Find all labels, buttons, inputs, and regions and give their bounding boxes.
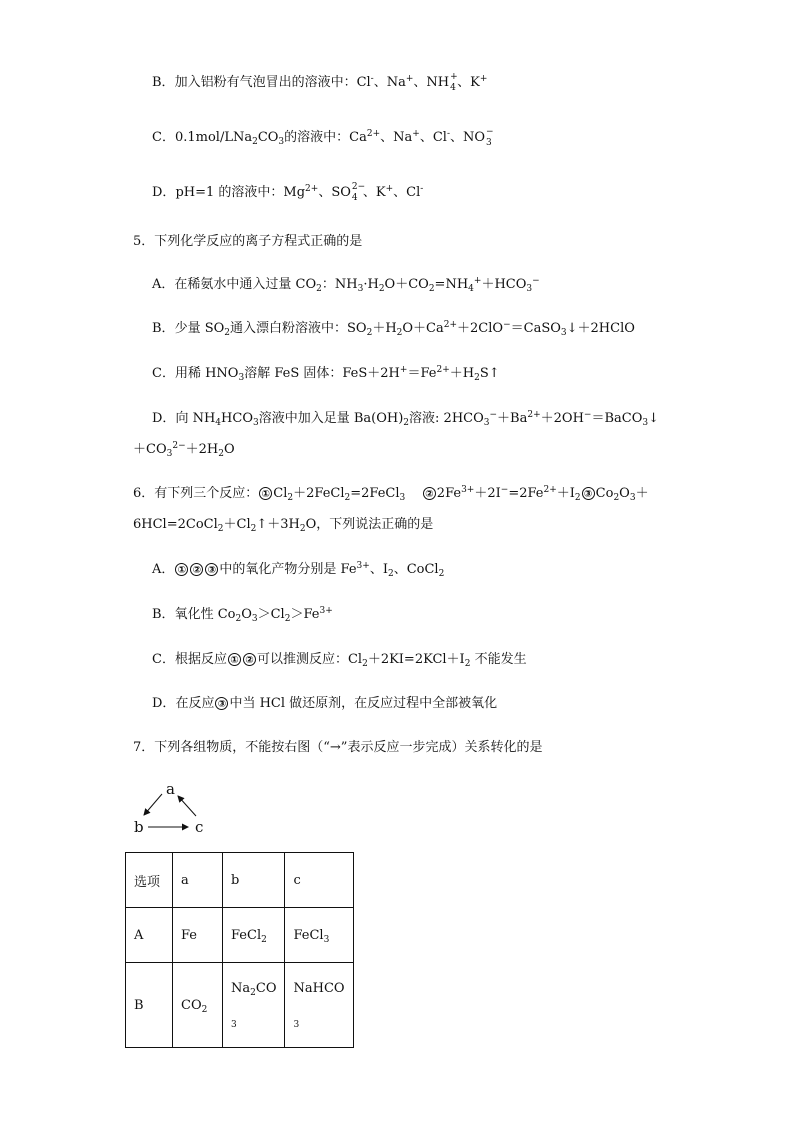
circled-2-icon: ② bbox=[423, 487, 436, 500]
node-b: b bbox=[134, 818, 144, 836]
table-row-a: A Fe FeCl$_2$ FeCl$_3$ bbox=[126, 908, 354, 963]
q6-option-d: D．在反应 ③ 中当 HCl 做还原剂，在反应过程中全部被氧化 bbox=[152, 696, 498, 711]
circled-3-icon: ③ bbox=[582, 487, 595, 500]
q6-option-b: B．氧化性 $Co_2O_3>Cl_2>Fe^{3+}$ bbox=[152, 606, 333, 624]
q7-stem: 7．下列各组物质，不能按右图（“→”表示反应一步完成）关系转化的是 bbox=[133, 740, 543, 755]
table-row-b: B $CO_2$ $Na_2CO$ $_3$ NaHCO $_3$ bbox=[126, 963, 354, 1048]
q5-option-b: B．少量 $SO_2$通入漂白粉溶液中：$SO_2+H_2O+Ca^{2+}+2ClO^-=CaSO_3↓+2HClO$ bbox=[152, 320, 635, 338]
options-table bbox=[125, 852, 354, 1048]
q4-option-b: B．加入铝粉有气泡冒出的溶液中：Cl-、Na+、NH + 4 、K+ bbox=[152, 72, 488, 93]
q5-option-a: A．在稀氨水中通入过量 $CO_2$：$NH_3\cdot H_2O+CO_2=NH_4^++HCO_3^-$ bbox=[152, 276, 540, 294]
q6-option-c: C．根据反应 ① ② 可以推测反应：$Cl_2+2KI=2KCl+I_2$ 不能发生 bbox=[152, 652, 527, 669]
arrow-c-to-a bbox=[178, 796, 196, 816]
q5-option-d-continued: $+CO_3^{2-}+2H_2O$ bbox=[133, 441, 235, 459]
q6-option-a: A． ① ② ③ 中的氧化产物分别是 $Fe^{3+}$、$I_2$、CoCl$_2$ bbox=[152, 561, 445, 579]
q4-option-c: C．$0.1mol/LNa_2CO_3$的溶液中：$Ca^{2+}$、Na+、Cl-、NO − 3 bbox=[152, 127, 494, 148]
arrow-a-to-b bbox=[144, 794, 162, 815]
q5-option-d: D．向 $NH_4HCO_3$溶液中加入足量 $Ba(OH)_2$溶液: $2HCO_3^-+Ba^{2+}+2OH^-=BaCO_3↓$ bbox=[152, 410, 660, 428]
node-a: a bbox=[166, 780, 175, 798]
q5-stem: 5．下列化学反应的离子方程式正确的是 bbox=[133, 234, 363, 249]
q6-stem: 6．有下列三个反应： ① $Cl_2+2FeCl_2=2FeCl_3$ ② $2Fe^{3+}+2I^-=2Fe^{2+}+I_2$ ③ $Co_2O_3+$ bbox=[133, 485, 649, 503]
q4-option-d: D．pH=1 的溶液中：$Mg^{2+}$、SO 2− 4 、K+、Cl- bbox=[152, 182, 424, 203]
q6-stem-continued: $6HCl=2CoCl_2+Cl_2↑+3H_2O$，下列说法正确的是 bbox=[133, 517, 434, 534]
table-row-header: 选项 a b c bbox=[126, 853, 354, 908]
node-c: c bbox=[195, 818, 204, 836]
q5-option-c: C．用稀 $HNO_3$溶解 FeS 固体：$FeS+2H^+=Fe^{2+}+H_2S↑$ bbox=[152, 365, 500, 383]
reaction-diagram bbox=[128, 780, 218, 840]
circled-1-icon: ① bbox=[259, 487, 272, 500]
